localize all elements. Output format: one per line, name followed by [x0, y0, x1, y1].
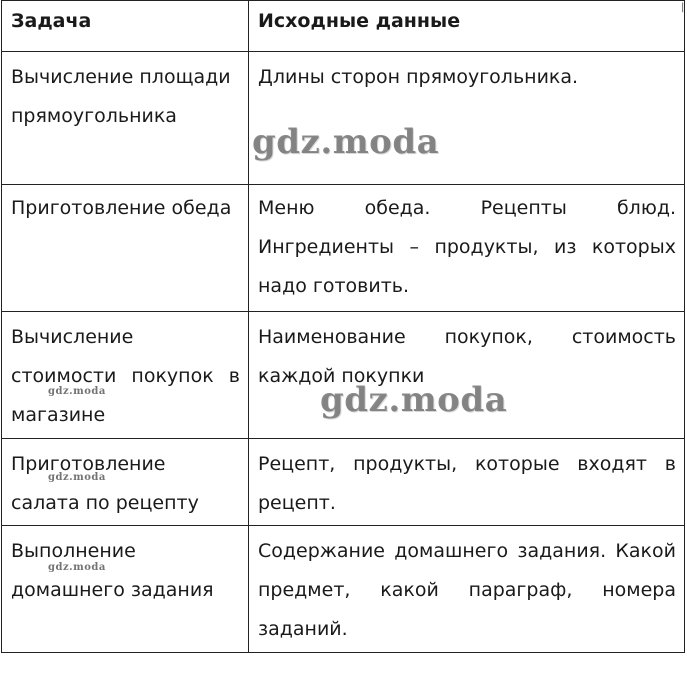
- data-cell: Длины сторон прямоугольника.: [249, 52, 685, 185]
- header-task: Задача: [2, 1, 249, 52]
- table-row: [2, 439, 685, 526]
- data-cell: Содержание домашнего задания. Какой предмет, какой параграф, номера заданий.: [249, 526, 685, 653]
- table-row: [2, 526, 685, 653]
- watermark-logo: gdz.moda: [48, 562, 106, 573]
- task-cell: Вычисление площади прямоугольника: [2, 52, 249, 185]
- task-cell: Вычисление стоимости покупок в магазине: [2, 312, 249, 439]
- watermark-logo: gdz.moda: [48, 472, 106, 483]
- task-cell: Выполнение домашнего задания: [2, 526, 249, 653]
- header-input-data: Исходные данные: [249, 1, 685, 52]
- watermark-logo: gdz.moda: [48, 386, 106, 397]
- table-header-row: [2, 1, 685, 52]
- table-row: [2, 52, 685, 185]
- data-cell: Наименование покупок, стоимость каждой покупки: [249, 312, 685, 439]
- table-row: [2, 185, 685, 312]
- watermark-logo: gdz.moda: [320, 380, 508, 420]
- task-cell: Приготовление салата по рецепту: [2, 439, 249, 526]
- data-cell: Рецепт, продукты, которые входят в рецепт.: [249, 439, 685, 526]
- table-row: [2, 312, 685, 439]
- task-cell: Приготовление обеда: [2, 185, 249, 312]
- data-cell: Меню обеда. Рецепты блюд. Ингредиенты – продукты, из которых надо готовить.: [249, 185, 685, 312]
- corner-mark: |: [681, 2, 685, 13]
- watermark-logo: gdz.moda: [252, 122, 440, 162]
- tasks-table: [1, 0, 685, 653]
